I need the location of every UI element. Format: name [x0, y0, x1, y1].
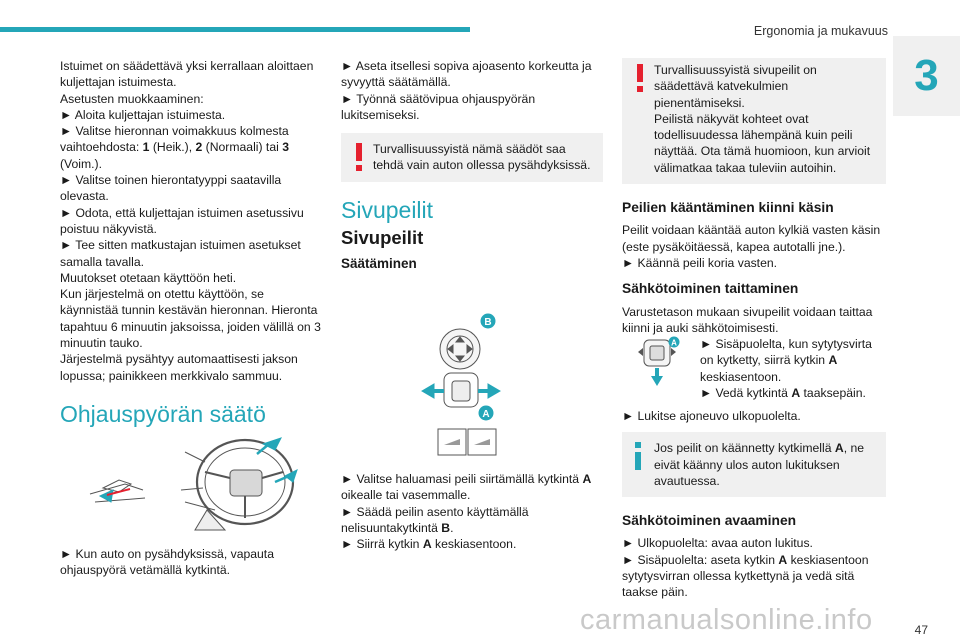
warning-text: Turvallisuussyistä nämä säädöt saa tehdä vain auton ollessa pysähdyksissä. [373, 142, 591, 173]
chapter-number-tab: 3 [893, 36, 960, 116]
warning-exclamation-icon [634, 64, 646, 92]
steering-wheel-illustration [85, 432, 300, 537]
watermark: carmanualsonline.info [580, 604, 873, 636]
paragraph: Istuimet on säädettävä yksi kerrallaan aloittaen kuljettajan istuimesta. [60, 59, 314, 90]
chapter-title: Ergonomia ja mukavuus [753, 24, 888, 38]
step: ► Valitse haluamasi peili siirtämällä kytkintä A oikealle tai vasemmalle. [341, 472, 592, 503]
step: ► Säädä peilin asento käyttämällä nelisuuntakytkintä B. [341, 504, 529, 535]
fold-steps [700, 336, 886, 401]
paragraph: ► Odota, että kuljettajan istuimen asetussivu poistuu näkyvistä. [60, 205, 304, 236]
subtitle-electric-folding: Sähkötoiminen taittaminen [622, 281, 799, 297]
step: ► Ulkopuolelta: avaa auton lukitus. [622, 536, 813, 551]
column-right [622, 58, 886, 336]
paragraph: Järjestelmä pysähtyy automaattisesti jakson lopussa; painikkeen merkkivalo sammuu. [60, 352, 298, 383]
label-a: A [482, 409, 490, 420]
step: ► Lukitse ajoneuvo ulkopuolelta. [622, 409, 801, 423]
step: ► Sisäpuolelta, kun sytytysvirta on kytketty, siirrä kytkin A keskiasentoon. [700, 337, 872, 384]
subtitle-electric-opening: Sähkötoiminen avaaminen [622, 513, 797, 529]
section-title-steering: Ohjauspyörän säätö [60, 400, 266, 427]
section-title-mirrors: Sivupeilit [341, 196, 434, 223]
paragraph: ► Työnnä säätövipua ohjauspyörän lukitsemiseksi. [341, 91, 536, 122]
paragraph: Asetusten muokkaaminen: [60, 91, 204, 106]
subtitle-manual-folding: Peilien kääntäminen kiinni käsin [622, 200, 834, 216]
paragraph: ► Aseta itsellesi sopiva ajoasento korkeutta ja syvyyttä säätämällä. [341, 59, 592, 90]
mirror-control-illustration [420, 313, 530, 463]
info-box [622, 432, 886, 497]
step: ► Sisäpuolelta: aseta kytkin A keskiasentoon sytytysvirran ollessa kytkettynä ja vedä sitä taakse päin. [622, 552, 869, 600]
column-right-lower [622, 408, 886, 601]
paragraph: Varustetason mukaan sivupeilit voidaan taittaa kiinni ja auki sähkötoimisesti. [622, 304, 873, 335]
subtitle-mirrors: Sivupeilit [341, 227, 424, 249]
column-middle [341, 58, 603, 273]
paragraph: Peilit voidaan kääntää auton kylkiä vasten käsin (este pysäköitäessä, kapea autotalli jne.). [622, 223, 881, 254]
label-b: B [484, 317, 492, 328]
paragraph: ► Aloita kuljettajan istuimesta. [60, 107, 226, 122]
warning-box [341, 133, 603, 182]
subsubtitle-adjustment: Säätäminen [341, 256, 417, 272]
step: ► Käännä peili koria vasten. [622, 255, 778, 270]
step: ► Vedä kytkintä A taaksepäin. [700, 385, 866, 400]
paragraph: Kun järjestelmä on otettu käyttöön, se käynnistää tunnin kestävän hieronnan. Hieronta tapahtuu 6 minuutin jaksoissa, joiden välillä on 3 minuutin tauko. [60, 287, 321, 351]
paragraph: ► Tee sitten matkustajan istuimen asetukset samalla tavalla. [60, 238, 301, 269]
fold-switch-illustration [636, 336, 686, 388]
mirror-steps [341, 471, 603, 552]
info-icon [632, 442, 644, 470]
massage-intensity-step: ► Valitse hieronnan voimakkuus kolmesta vaihtoehdosta: 1 (Heik.), 2 (Normaali) tai 3 (Voim.). [60, 124, 289, 171]
header-accent-bar [0, 27, 470, 32]
column-left [60, 58, 322, 427]
warning-text: Turvallisuussyistä sivupeilit on säädettävä katvekulmien pienentämiseksi. Peilistä näkyvät kohteet ovat todellisuudessa lähempänä kuin peili näyttää. Ota tämä huomioon, kun arvioit välimatkaa takaa tuleviin autoihin. [654, 63, 871, 175]
warning-box [622, 58, 886, 184]
label-a: A [671, 338, 677, 348]
info-text: Jos peilit on käännetty kytkimellä A, ne eivät käänny ulos auton lukituksen avautuessa. [654, 441, 865, 488]
step: ► Siirrä kytkin A keskiasentoon. [341, 537, 517, 552]
page-number: 47 [914, 623, 928, 637]
paragraph: Muutokset otetaan käyttöön heti. [60, 270, 237, 285]
steering-caption: ► Kun auto on pysähdyksissä, vapauta ohjauspyörä vetämällä kytkintä. [60, 547, 274, 578]
warning-exclamation-icon [353, 143, 365, 171]
paragraph: ► Valitse toinen hierontatyyppi saatavilla olevasta. [60, 173, 282, 204]
